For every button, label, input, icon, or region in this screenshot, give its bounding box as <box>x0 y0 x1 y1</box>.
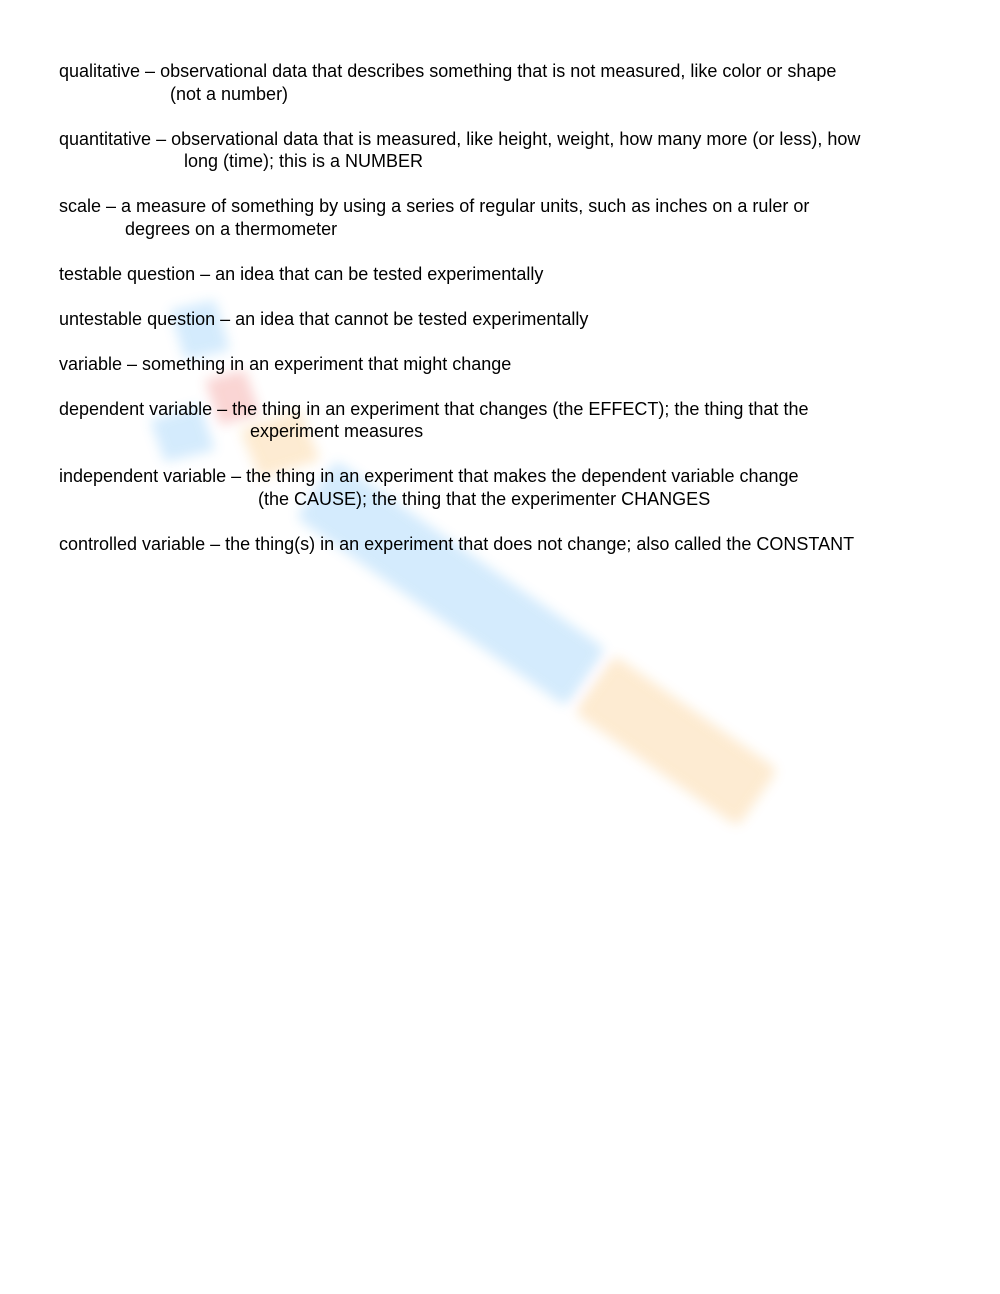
definition-line: untestable question – an idea that cannot be tested experimentally <box>59 308 589 329</box>
definition-continuation: long (time); this is a NUMBER <box>184 151 424 171</box>
definition-variable <box>59 353 959 376</box>
definition-qualitative <box>59 60 959 105</box>
definition-continuation: (the CAUSE); the thing that the experimenter CHANGES <box>258 488 711 509</box>
definition-line: independent variable – the thing in an experiment that makes the dependent variable change <box>59 466 799 486</box>
definition-testable-question <box>59 263 959 286</box>
definition-line: controlled variable – the thing(s) in an experiment that does not change; also called the CONSTANT <box>59 533 855 554</box>
definition-line: quantitative – observational data that is measured, like height, weight, how many more (or less), how <box>59 128 861 149</box>
definition-line: testable question – an idea that can be tested experimentally <box>59 263 544 284</box>
definition-quantitative <box>59 128 959 173</box>
definition-scale <box>59 195 959 240</box>
definition-controlled-variable <box>59 533 959 556</box>
definition-continuation: experiment measures <box>250 421 424 441</box>
definition-line: qualitative – observational data that describes something that is not measured, like color or shape <box>59 61 837 81</box>
definition-independent-variable <box>59 465 959 510</box>
definitions-list <box>59 60 959 578</box>
definition-untestable-question <box>59 308 959 331</box>
definition-line: dependent variable – the thing in an experiment that changes (the EFFECT); the thing that the <box>59 398 809 419</box>
definition-continuation: (not a number) <box>170 83 289 104</box>
definition-continuation: degrees on a thermometer <box>125 218 338 239</box>
definition-dependent-variable <box>59 398 959 443</box>
definition-line: scale – a measure of something by using a series of regular units, such as inches on a ruler or <box>59 196 810 216</box>
definition-line: variable – something in an experiment that might change <box>59 353 512 374</box>
